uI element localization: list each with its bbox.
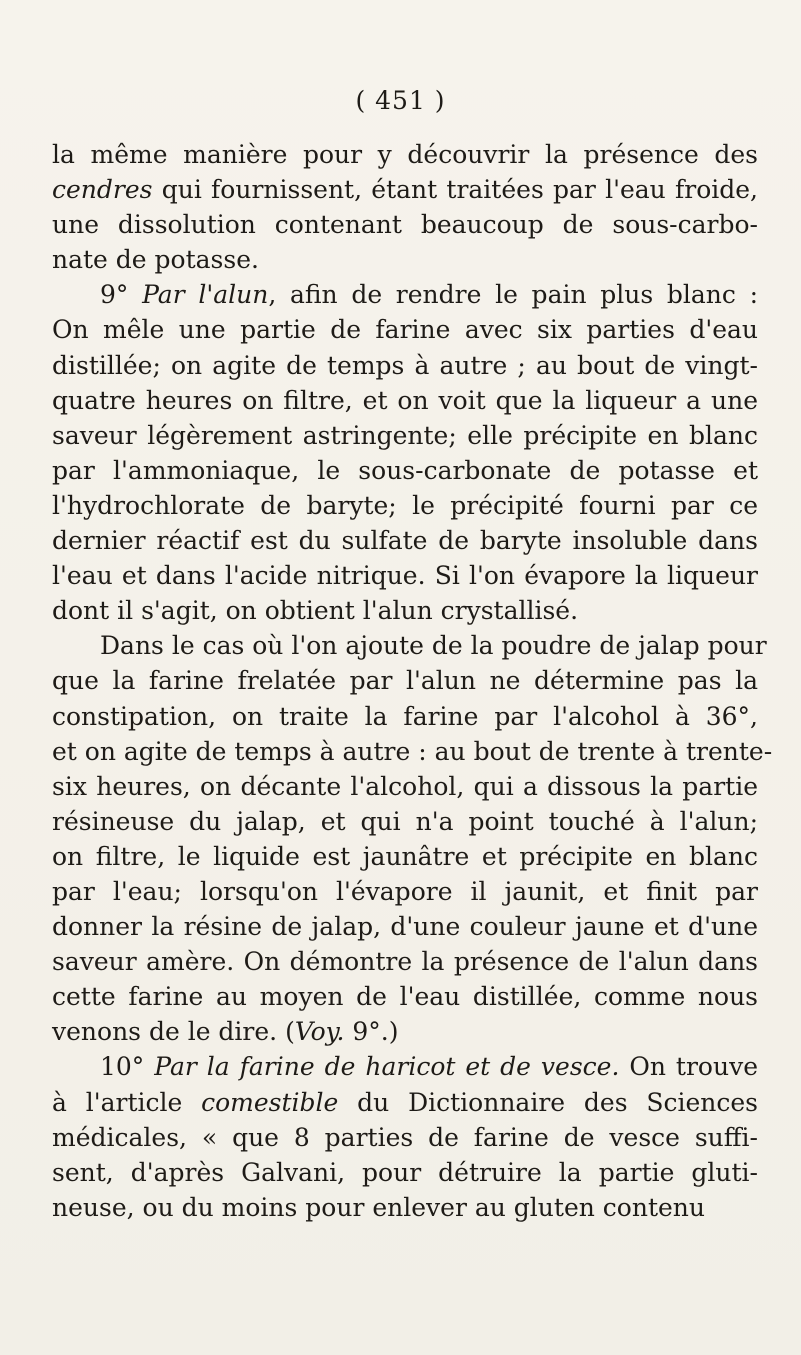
page-number: ( 451 ) bbox=[355, 86, 446, 115]
text-segment: résineuse du jalap, et qui n'a point touché à l'alun; bbox=[52, 806, 758, 836]
text-line bbox=[52, 593, 758, 628]
text-line bbox=[52, 769, 758, 804]
text-segment: On mêle une partie de farine avec six parties d'eau bbox=[52, 315, 758, 345]
text-segment: , afin de rendre le pain plus blanc : bbox=[268, 280, 758, 310]
italic-text: Par l'alun bbox=[142, 280, 269, 310]
text-segment: à l'article bbox=[52, 1087, 202, 1117]
text-segment: neuse, ou du moins pour enlever au gluten contenu bbox=[52, 1192, 705, 1222]
text-line bbox=[52, 277, 758, 312]
italic-text: cendres bbox=[52, 175, 153, 205]
text-line bbox=[52, 418, 758, 453]
text-line bbox=[52, 699, 758, 734]
text-segment: que la farine frelatée par l'alun ne détermine pas la bbox=[52, 666, 758, 696]
text-segment: quatre heures on filtre, et on voit que la liqueur a une bbox=[52, 385, 758, 415]
text-segment: On trouve bbox=[619, 1052, 759, 1082]
text-segment: sent, d'après Galvani, pour détruire la partie gluti- bbox=[52, 1157, 758, 1187]
text-segment: par l'eau; lorsqu'on l'évapore il jaunit, et finit par bbox=[52, 876, 758, 906]
text-segment: constipation, on traite la farine par l'alcohol à 36°, bbox=[52, 701, 758, 731]
text-line bbox=[52, 1085, 758, 1120]
text-segment: distillée; on agite de temps à autre ; au bout de vingt- bbox=[52, 350, 758, 380]
text-segment: saveur amère. On démontre la présence de l'alun dans bbox=[52, 947, 758, 977]
text-line bbox=[52, 312, 758, 347]
text-segment: nate de potasse. bbox=[52, 245, 259, 275]
body-text bbox=[52, 137, 773, 1225]
text-segment: six heures, on décante l'alcohol, qui a dissous la partie bbox=[52, 771, 758, 801]
text-line bbox=[52, 453, 758, 488]
text-segment: qui fournissent, étant traitées par l'eau froide, bbox=[152, 175, 758, 205]
text-segment: la même manière pour y découvrir la présence des bbox=[52, 140, 758, 169]
text-line bbox=[52, 558, 758, 593]
text-line bbox=[52, 137, 758, 172]
text-segment: une dissolution contenant beaucoup de sous-carbo- bbox=[52, 210, 758, 240]
text-line bbox=[52, 172, 758, 207]
text-segment: venons de le dire. ( bbox=[52, 1017, 295, 1047]
italic-text: Voy. bbox=[294, 1017, 345, 1047]
text-segment: du Dictionnaire des Sciences bbox=[338, 1087, 758, 1117]
text-line bbox=[52, 663, 758, 698]
text-segment: on filtre, le liquide est jaunâtre et précipite en blanc bbox=[52, 841, 758, 871]
text-segment: 10° bbox=[100, 1052, 155, 1082]
text-segment: cette farine au moyen de l'eau distillée, comme nous bbox=[52, 982, 758, 1012]
text-segment: saveur légèrement astringente; elle précipite en blanc bbox=[52, 420, 758, 450]
text-line bbox=[52, 348, 758, 383]
text-line bbox=[52, 909, 758, 944]
text-line bbox=[52, 1120, 758, 1155]
text-line bbox=[52, 839, 758, 874]
text-segment: l'hydrochlorate de baryte; le précipité fourni par ce bbox=[52, 490, 758, 520]
text-segment: 9° bbox=[100, 280, 143, 310]
italic-text: Par la farine de haricot et de vesce. bbox=[154, 1052, 620, 1082]
text-segment: dont il s'agit, on obtient l'alun crystallisé. bbox=[52, 596, 579, 626]
text-segment: l'eau et dans l'acide nitrique. Si l'on évapore la liqueur bbox=[52, 561, 758, 591]
text-segment: donner la résine de jalap, d'une couleur jaune et d'une bbox=[52, 912, 758, 942]
text-line bbox=[52, 488, 758, 523]
text-line bbox=[52, 979, 758, 1014]
text-line bbox=[52, 207, 758, 242]
text-segment: médicales, « que 8 parties de farine de vesce suffi- bbox=[52, 1122, 758, 1152]
text-line bbox=[52, 1014, 758, 1049]
text-line bbox=[52, 1049, 758, 1084]
text-segment: 9°.) bbox=[344, 1017, 399, 1047]
text-line bbox=[52, 242, 758, 277]
text-line bbox=[52, 1155, 758, 1190]
text-segment: dernier réactif est du sulfate de baryte insoluble dans bbox=[52, 526, 758, 556]
text-line bbox=[52, 1190, 758, 1225]
text-line bbox=[52, 523, 758, 558]
text-line bbox=[52, 628, 767, 663]
text-line bbox=[52, 383, 758, 418]
text-segment: par l'ammoniaque, le sous-carbonate de potasse et bbox=[52, 455, 758, 485]
text-segment: et on agite de temps à autre : au bout de trente à trente- bbox=[52, 736, 773, 766]
text-segment: Dans le cas où l'on ajoute de la poudre de jalap pour bbox=[100, 631, 767, 661]
text-line bbox=[52, 944, 758, 979]
text-line bbox=[52, 734, 773, 769]
italic-text: comestible bbox=[201, 1087, 339, 1117]
text-line bbox=[52, 804, 758, 839]
text-line bbox=[52, 874, 758, 909]
